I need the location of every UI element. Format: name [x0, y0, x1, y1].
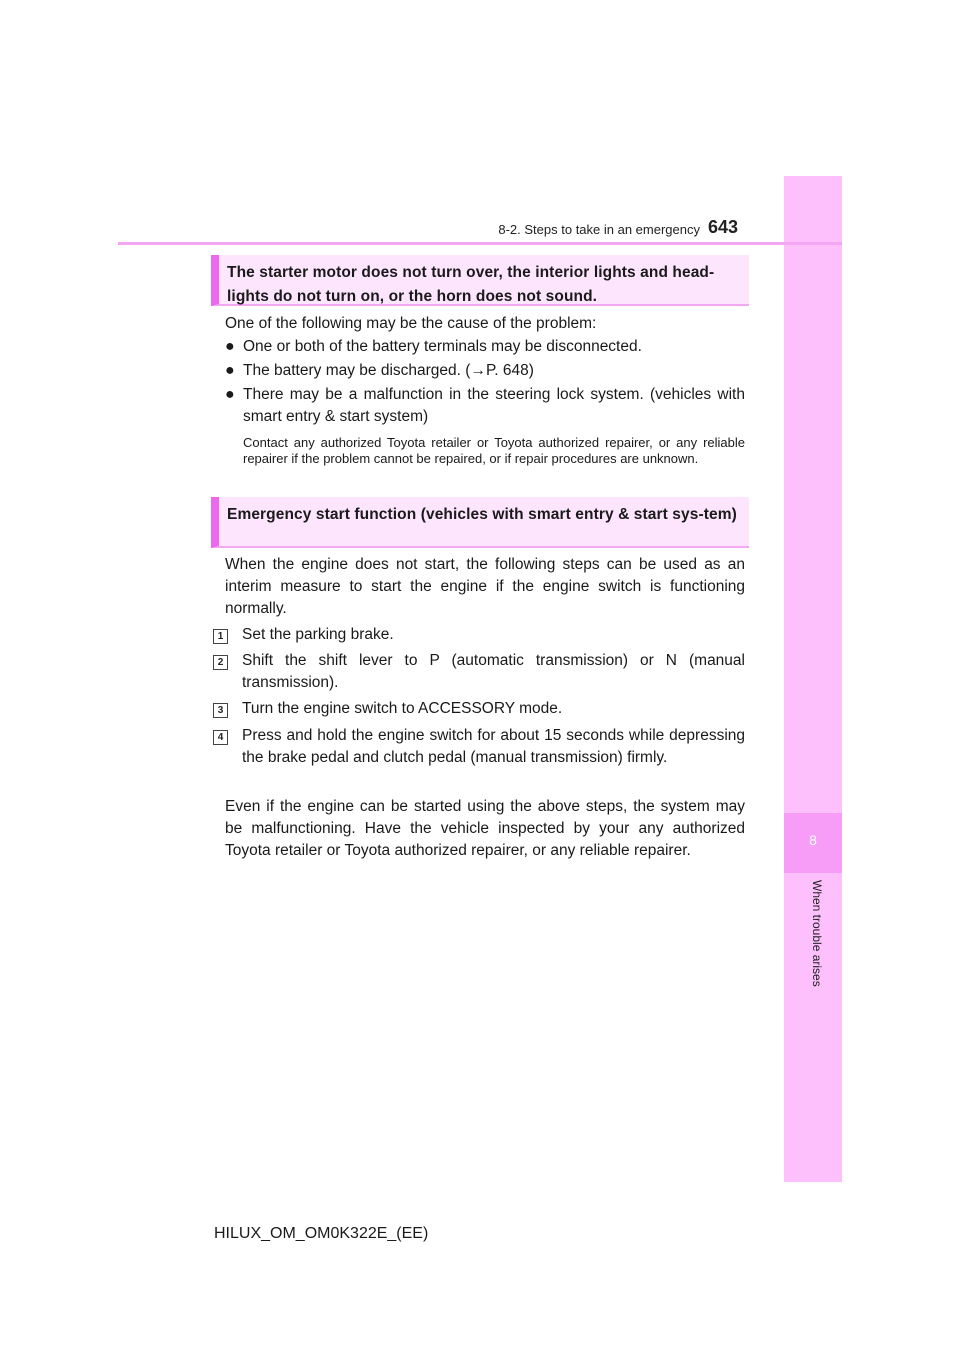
- step-text: Shift the shift lever to P (automatic transmission) or N (manual transmission).: [242, 652, 745, 691]
- step-text: Press and hold the engine switch for about 15 seconds while depressing the brake pedal and clutch pedal (manual transmission) firmly.: [242, 727, 745, 766]
- section-heading-starter-motor: The starter motor does not turn over, the interior lights and head-lights do not turn on, or the horn does not sound.: [211, 255, 749, 306]
- running-header: 8-2. Steps to take in an emergency: [498, 222, 700, 237]
- step-number-badge: 1: [213, 629, 228, 644]
- section1-intro: One of the following may be the cause of the problem:: [225, 315, 597, 332]
- bullet-text: One or both of the battery terminals may be disconnected.: [243, 338, 642, 355]
- step-item: [213, 624, 745, 646]
- step-number-badge: 2: [213, 655, 228, 670]
- step-number-badge: 3: [213, 703, 228, 718]
- bullet-icon: ●: [225, 362, 235, 379]
- bullet-item: [225, 336, 745, 358]
- chapter-sidebar: [784, 176, 842, 1182]
- header-rule: [118, 242, 842, 245]
- step-text: Turn the engine switch to ACCESSORY mode.: [242, 700, 563, 717]
- section-heading-emergency-start: Emergency start function (vehicles with smart entry & start sys-tem): [211, 497, 749, 548]
- step-item: [213, 650, 745, 694]
- page-number: 643: [708, 217, 739, 237]
- bullet-icon: ●: [225, 338, 235, 355]
- step-item: [213, 698, 745, 720]
- document-id: HILUX_OM_OM0K322E_(EE): [214, 1225, 429, 1242]
- chapter-number: 8: [809, 832, 817, 848]
- section2-intro: When the engine does not start, the following steps can be used as an interim measure to start the engine if the engine switch is functioning normally.: [225, 556, 745, 617]
- chapter-title-tab: [784, 880, 842, 1020]
- bullet-text: There may be a malfunction in the steering lock system. (vehicles with smart entry & start system): [243, 386, 745, 425]
- step-item: [213, 725, 745, 769]
- bullet-item: [225, 384, 745, 428]
- step-number-badge: 4: [213, 730, 228, 745]
- section2-closing: Even if the engine can be started using the above steps, the system may be malfunctioning. Have the vehicle inspected by your any authorized Toyota retailer or Toyota authorized repairer, or any reliable repairer.: [225, 798, 745, 859]
- chapter-title: When trouble arises: [810, 880, 824, 987]
- bullet-item: [225, 360, 745, 382]
- step-text: Set the parking brake.: [242, 626, 394, 643]
- bullet-icon: ●: [225, 386, 235, 403]
- section1-note: Contact any authorized Toyota retailer or Toyota authorized repairer, or any reliable repairer if the problem cannot be repaired, or if repair procedures are unknown.: [243, 435, 745, 466]
- bullet-text-page-reference[interactable]: The battery may be discharged. (→P. 648): [243, 362, 534, 379]
- chapter-number-tab[interactable]: [784, 813, 842, 873]
